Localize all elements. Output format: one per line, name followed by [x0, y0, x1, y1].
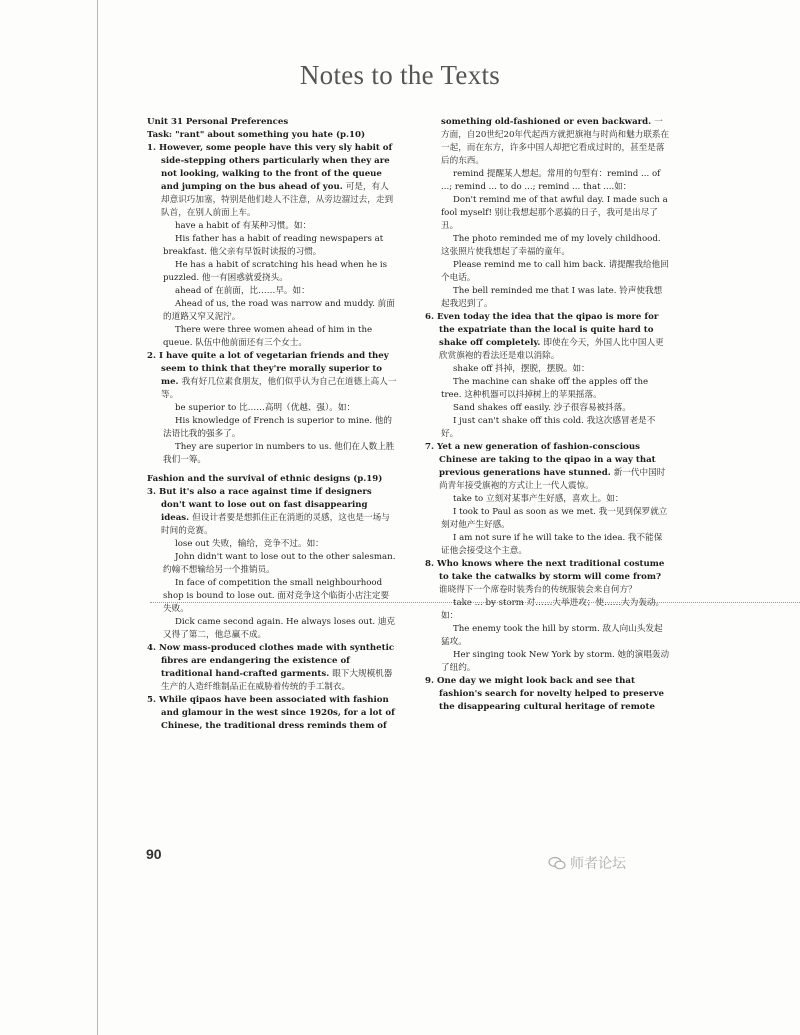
example-sentence: I just can't shake off this cold. 我这次感冒老是不好。 [441, 416, 656, 439]
example-sentence: John didn't want to lose out to the other salesman. 约翰不想输给另一个推销员。 [163, 552, 396, 575]
note-english: While qipaos have been associated with fashion and glamour in the west since 1920s, for a lot of Chinese, the traditional dress reminds them of [158, 695, 395, 731]
note-english: I have quite a lot of vegetarian friends and they seem to think that they're morally superior to me. [158, 351, 389, 387]
example-sentence: The photo reminded me of my lovely childhood. 这张照片使我想起了幸福的童年。 [441, 234, 661, 257]
phrase-gloss: ahead of 在前面，比……早。如： [175, 286, 310, 296]
task-heading: Task: "rant" about something you hate (p.10) [147, 130, 366, 140]
phrase-gloss: take to 立刻对某事产生好感，喜欢上。如： [453, 494, 624, 504]
note-number: 8. [425, 559, 434, 569]
note-number: 9. [425, 676, 434, 686]
example-sentence: His knowledge of French is superior to mine. 他的法语比我的强多了。 [163, 416, 392, 439]
phrase-gloss: take ... by storm 对……大举进攻；使……大为轰动。如： [441, 598, 665, 621]
page-title: Notes to the Texts [299, 60, 501, 90]
note-number: 2. [147, 351, 156, 361]
watermark-text: 师者论坛 [570, 856, 626, 872]
example-sentence: They are superior in numbers to us. 他们在人数上胜我们一筹。 [163, 442, 395, 465]
note-chinese: 即使在今天，外国人比中国人更欣赏旗袍的看法还是难以消除。 [439, 338, 664, 361]
example-sentence: Don't remind me of that awful day. I made such a fool myself! 别让我想起那个恶搞的日子，我可是出尽了丑。 [441, 195, 668, 231]
phrase-gloss: lose out 失败，输给，竞争不过。如： [175, 539, 324, 549]
note-chinese: 新一代中国时尚青年接受旗袍的方式让上一代人震惊。 [439, 468, 666, 491]
example-sentence: I took to Paul as soon as we met. 我一见到保罗就立刻对他产生好感。 [441, 507, 668, 530]
note-number: 6. [425, 312, 434, 322]
note-number: 7. [425, 442, 434, 452]
watermark [548, 853, 626, 873]
example-sentence: Ahead of us, the road was narrow and muddy. 前面的道路又窄又泥泞。 [163, 299, 395, 322]
note-7 [425, 441, 670, 493]
note-1 [147, 142, 397, 220]
section-heading: Fashion and the survival of ethnic designs (p.19) [147, 474, 383, 484]
note-number: 3. [147, 487, 156, 497]
phrase-gloss: have a habit of 有某种习惯。如： [175, 221, 312, 231]
left-column [147, 116, 397, 733]
note-number: 5. [147, 695, 156, 705]
example-sentence: The enemy took the hill by storm. 敌人向山头发起猛攻。 [441, 624, 663, 647]
note-chinese: 可是，有人却意识巧加塞，特别是他们趁人不注意，从旁边溜过去，走到队首，在别人前面上车。 [161, 182, 394, 218]
note-4 [147, 642, 397, 694]
note-chinese: 眼下大规模机器生产的人造纤维制品正在威胁着传统的手工制衣。 [161, 669, 393, 692]
note-english: Even today the idea that the qipao is more for the expatriate than the local is quite hard to shake off completely. [436, 312, 659, 348]
note-3 [147, 486, 397, 538]
note-chinese: 但设计者要是想抓住正在消逝的灵感，这也是一场与时间的竞赛。 [161, 513, 390, 536]
phrase-gloss: be superior to 比……高明（优越、强）。如： [175, 403, 356, 413]
example-sentence: There were three women ahead of him in the queue. 队伍中他前面还有三个女士。 [163, 325, 373, 348]
right-column [425, 116, 670, 714]
note-5-continued [425, 116, 670, 168]
example-sentence: He has a habit of scratching his head when he is puzzled. 他一有困惑就爱挠头。 [163, 260, 388, 283]
note-chinese: 一方面，自20世纪20年代起西方就把旗袍与时尚和魅力联系在一起，而在东方，许多中国人却把它看成过时的，甚至是落后的东西。 [441, 117, 670, 166]
note-9 [425, 675, 670, 714]
chat-bubbles-icon [548, 856, 566, 870]
binding-margin-line [97, 0, 98, 1035]
example-sentence: In face of competition the small neighbourhood shop is bound to lose out. 面对竞争这个临街小店注定要失败。 [163, 578, 390, 614]
example-sentence: Dick came second again. He always loses out. 迪克又得了第二，他总赢不成。 [163, 617, 396, 640]
note-english: However, some people have this very sly habit of side-stepping others particularly when they are not looking, walking to the front of the queue and jumping on the bus ahead of you. [158, 143, 393, 192]
scan-dotted-line [150, 602, 800, 603]
example-sentence: Her singing took New York by storm. 她的演唱轰动了纽约。 [441, 650, 670, 673]
page-number: 90 [146, 846, 162, 862]
note-5 [147, 694, 397, 733]
note-english: something old-fashioned or even backward. [441, 117, 652, 127]
example-sentence: The bell reminded me that I was late. 铃声使我想起我迟到了。 [441, 286, 663, 309]
example-sentence: I am not sure if he will take to the idea. 我不能保证他会接受这个主意。 [441, 533, 663, 556]
note-number: 4. [147, 643, 156, 653]
unit-heading: Unit 31 Personal Preferences [147, 117, 289, 127]
example-sentence: His father has a habit of reading newspapers at breakfast. 他父亲有早饭时读报的习惯。 [163, 234, 384, 257]
note-english: Now mass-produced clothes made with synthetic fibres are endangering the existence of traditional hand-crafted garments. [158, 643, 395, 679]
note-english: Yet a new generation of fashion-conscious Chinese are taking to the qipao in a way that previous generations have stunned. [436, 442, 656, 478]
note-english: But it's also a race against time if designers don't want to lose out on fast disappearing ideas. [158, 487, 372, 523]
note-english: Who knows where the next traditional costume to take the catwalks by storm will come from? [436, 559, 665, 582]
note-2 [147, 350, 397, 402]
note-number: 1. [147, 143, 156, 153]
note-6 [425, 311, 670, 363]
note-8 [425, 558, 670, 597]
note-english: One day we might look back and see that fashion's search for novelty helped to preserve the disappearing cultural heritage of remote [436, 676, 664, 712]
note-chinese: 谁晓得下一个席卷时装秀台的传统服装会来自何方？ [439, 585, 637, 595]
example-sentence: Sand shakes off easily. 沙子很容易被抖落。 [453, 403, 631, 413]
example-sentence: The machine can shake off the apples off the tree. 这种机器可以抖掉树上的苹果摇落。 [441, 377, 649, 400]
note-chinese: 我有好几位素食朋友，他们似乎认为自己在道德上高人一等。 [161, 377, 397, 400]
example-sentence: Please remind me to call him back. 请提醒我给他回个电话。 [441, 260, 669, 283]
phrase-gloss: remind 提醒某人想起。常用的句型有：remind ... of ...; remind ... to do ...; remind ... that ....如： [441, 169, 661, 192]
phrase-gloss: shake off 抖掉，摆脱，摆脱。如： [453, 364, 590, 374]
